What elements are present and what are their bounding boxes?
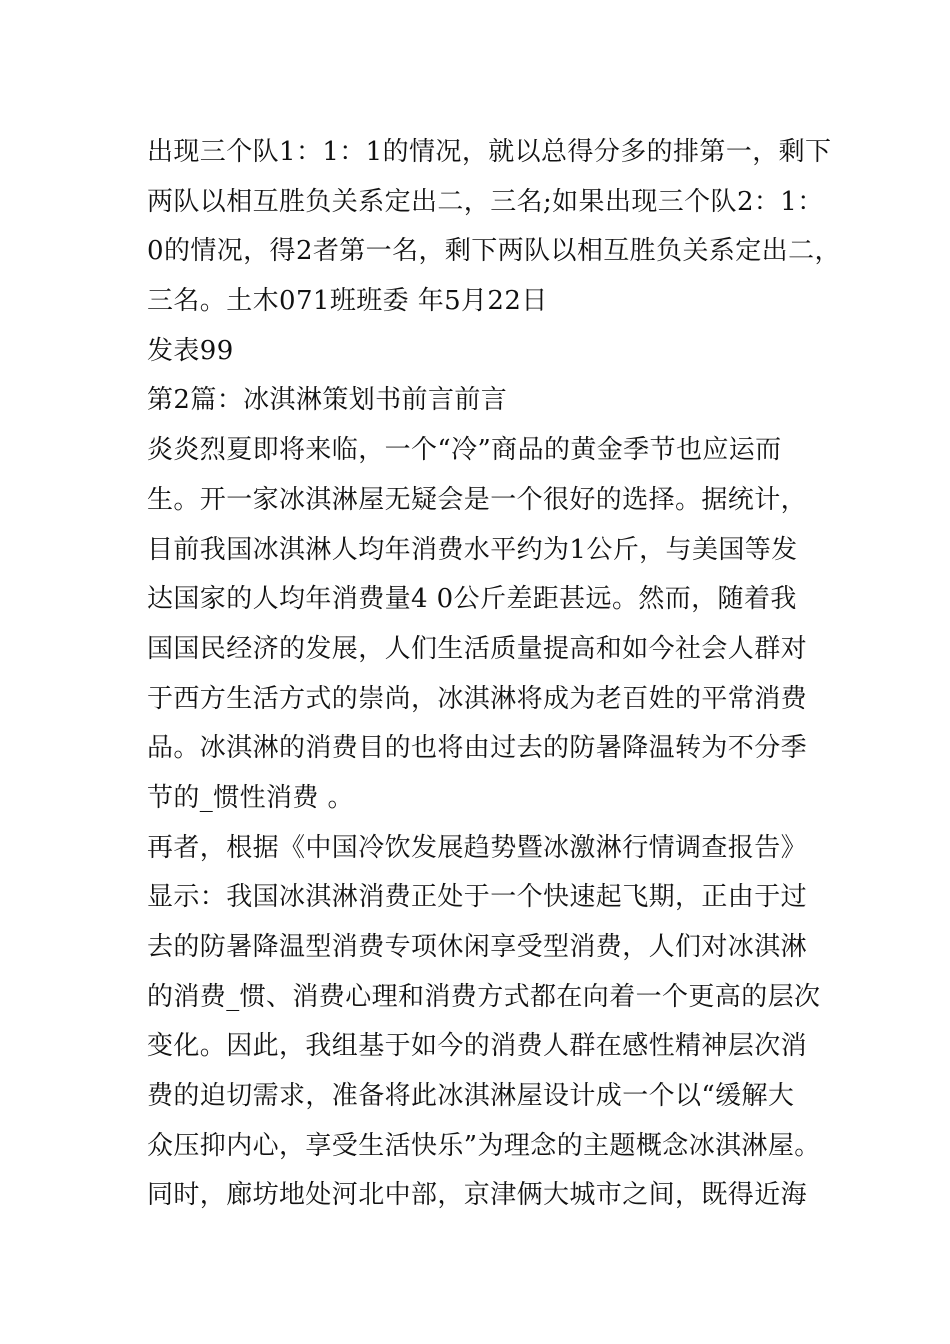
text-line: 达国家的人均年消费量4 0公斤差距甚远。然而，随着我 xyxy=(147,584,797,615)
text-line: 生。开一家冰淇淋屋无疑会是一个很好的选择。据统计， xyxy=(147,484,808,515)
section-heading: 第2篇：冰淇淋策划书前言前言 xyxy=(147,385,508,416)
text-line: 三名。土木071班班委 年5月22日 xyxy=(147,286,548,317)
text-line: 同时，廊坊地处河北中部，京津俩大城市之间，既得近海 xyxy=(147,1180,808,1211)
text-line: 去的防暑降温型消费专项休闲享受型消费，人们对冰淇淋 xyxy=(147,932,808,962)
text-line: 再者，根据《中国冷饮发展趋势暨冰激淋行情调查报告》 xyxy=(147,832,808,863)
text-line: 节的_惯性消费 。 xyxy=(147,782,354,813)
text-line: 的消费_惯、消费心理和消费方式都在向着一个更高的层次 xyxy=(147,981,821,1012)
text-line: 显示：我国冰淇淋消费正处于一个快速起飞期，正由于过 xyxy=(147,882,808,913)
text-line: 目前我国冰淇淋人均年消费水平约为1公斤，与美国等发 xyxy=(147,534,798,565)
document-body xyxy=(147,128,841,1221)
text-line: 两队以相互胜负关系定出二，三名;如果出现三个队2：1： xyxy=(147,186,824,217)
text-line: 发表99 xyxy=(147,335,234,366)
text-line: 变化。因此，我组基于如今的消费人群在感性精神层次消 xyxy=(147,1031,808,1062)
text-line: 炎炎烈夏即将来临，一个“冷”商品的黄金季节也应运而 xyxy=(147,435,782,466)
text-line: 众压抑内心，享受生活快乐”为理念的主题概念冰淇淋屋。 xyxy=(147,1130,821,1161)
text-line: 0的情况，得2者第一名，剩下两队以相互胜负关系定出二， xyxy=(147,236,841,267)
text-line: 出现三个队1：1：1的情况，就以总得分多的排第一，剩下 xyxy=(147,137,832,167)
text-line: 品。冰淇淋的消费目的也将由过去的防暑降温转为不分季 xyxy=(147,733,808,764)
text-line: 国国民经济的发展，人们生活质量提高和如今社会人群对 xyxy=(147,633,808,664)
text-line: 于西方生活方式的崇尚，冰淇淋将成为老百姓的平常消费 xyxy=(147,683,808,714)
text-line: 费的迫切需求，准备将此冰淇淋屋设计成一个以“缓解大 xyxy=(147,1081,795,1112)
